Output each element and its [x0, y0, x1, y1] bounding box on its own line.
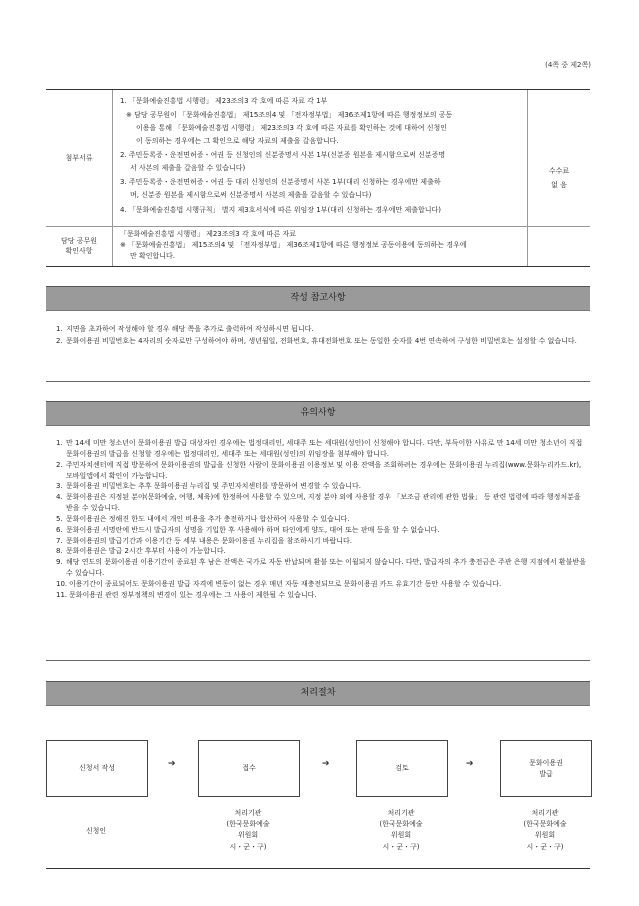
- caution-item-number: 8.: [56, 547, 63, 556]
- process-step-issuance: [500, 740, 592, 797]
- reference-item-number: 2.: [56, 337, 63, 346]
- caution-item-text: 해당 연도의 문화이용권 이용기간이 종료된 후 남은 잔액은 국가로 자동 반납되며 환불 또는 이월되지 않습니다. 다만, 발급자의 추가 충전금은 주관 은행 지점에서 환불받을 수 있습니다.: [66, 558, 586, 578]
- official-check-label-line1: 담당 공무원: [60, 236, 98, 245]
- fee-value: 없 음: [551, 181, 567, 189]
- caution-item-number: 4.: [56, 493, 63, 502]
- process-step-label: 접수: [242, 764, 256, 773]
- official-check-label: [46, 226, 113, 266]
- agency-line: (한국문화예술: [379, 820, 423, 829]
- caution-item-text: 문화이용권은 지정된 분야(문화예술, 여행, 체육)에 한정하여 사용할 수 있으며, 지정 분야 외에 사용할 경우 「보조금 관리에 관한 법률」 등 관련 법령에 따라 행정처분을 받을 수 있습니다.: [66, 493, 581, 513]
- process-step-label: 검토: [395, 764, 409, 773]
- attachment-item: 4. 「문화예술진흥법 시행규칙」 별지 제3호서식에 따른 위임장 1부(대리 신청하는 경우에만 제출합니다): [120, 206, 442, 214]
- process-step-label: 신청서 작성: [78, 764, 116, 773]
- agency-line: 시・군・구): [382, 842, 420, 851]
- attachment-item: 2. 주민등록증・운전면허증・여권 등 신청인의 신분증명서 사본 1부(신분증 원본을 제시함으로써 신분증명: [120, 151, 446, 159]
- reference-item-text: 지면을 초과하여 작성해야 할 경우 해당 쪽을 추가로 출력하여 작성하시면 됩니다.: [66, 325, 314, 333]
- caution-item: [56, 546, 588, 557]
- caution-item: [56, 481, 588, 492]
- caution-item: [56, 514, 588, 525]
- arrow-right-icon: ➔: [322, 759, 330, 769]
- reference-list: [56, 324, 588, 346]
- process-step-application: [46, 740, 148, 797]
- caution-item-number: 2.: [56, 460, 63, 469]
- agency-line: 처리기관: [387, 809, 415, 817]
- attachment-item: 1. 「문화예술진흥법 시행령」 제23조의3 각 호에 따른 자료 각 1부: [120, 97, 328, 105]
- process-header: 처리절차: [46, 681, 590, 706]
- cautions-list: [56, 438, 588, 601]
- attachments-row: [46, 90, 590, 227]
- agency-line: 처리기관: [531, 809, 559, 817]
- caution-item-text: 문화이용권 서명란에 반드시 발급자의 성명을 기입한 후 사용해야 하며 타인에게 양도, 대여 또는 판매 등을 할 수 없습니다.: [66, 525, 440, 534]
- agency-label-issuance: [500, 808, 590, 853]
- bottom-divider: [46, 868, 590, 869]
- caution-item-number: 10.: [56, 579, 68, 588]
- arrow-right-icon: ➔: [466, 759, 474, 769]
- official-check-item: 만 확인합니다.: [130, 252, 176, 260]
- official-check-label-line2: 확인사항: [65, 247, 93, 255]
- caution-item-text: 문화이용권은 정해진 한도 내에서 개인 비용을 추가 충전하거나 합산하여 사용할 수 있습니다.: [66, 514, 350, 523]
- agency-line: 위원회: [534, 831, 556, 840]
- divider: [46, 381, 590, 382]
- arrow-right-icon: ➔: [168, 759, 176, 769]
- caution-item: [56, 557, 588, 579]
- caution-item-number: 9.: [56, 558, 63, 567]
- caution-item-text: 주민자치센터에 직접 방문하여 문화이용권의 발급을 신청한 사람이 문화이용권 이용정보 및 이용 잔액을 조회하려는 경우에는 문화이용권 누리집(www.문화누리카드.kr), 모바일앱에서 확인이 가능합니다.: [66, 460, 582, 480]
- divider: [46, 660, 590, 661]
- attachment-item: 며, 신분증 원본을 제시함으로써 신분증명서 사본의 제출을 갈음할 수 있습니다): [130, 191, 372, 199]
- agency-line: 처리기관: [234, 809, 262, 817]
- agency-line: 위원회: [237, 831, 259, 840]
- applicant-label: 신청인: [85, 827, 107, 835]
- reference-item-number: 1.: [56, 325, 63, 333]
- reference-item: [56, 336, 588, 346]
- caution-item: [56, 438, 588, 460]
- caution-item-text: 문화이용권 비밀번호는 추후 문화이용권 누리집 및 주민자치센터를 방문하여 변경할 수 있습니다.: [66, 482, 361, 491]
- caution-item-text: 만 14세 미만 청소년이 문화이용권 발급 대상자인 경우에는 법정대리인, 세대주 또는 세대원(성인)이 신청해야 합니다. 다만, 부득이한 사유로 만 14세 미만 청소년이 직접 문화이용권의 발급을 신청할 경우에는 법정대리인, 세대주 또는 세대원(성인)의 위임장을 첨부해야 합니다.: [66, 439, 583, 458]
- attachment-item: 3. 주민등록증・운전면허증・여권 등 대리 신청인의 신분증명서 사본 1부(대리 신청하는 경우에만 제출하: [120, 178, 441, 186]
- page-number: (4쪽 중 제2쪽): [545, 61, 591, 69]
- caution-item-number: 11.: [56, 590, 68, 599]
- caution-item-number: 3.: [56, 482, 63, 491]
- caution-item: [56, 579, 588, 590]
- caution-item-text: 이용기간이 종료되어도 문화이용권 발급 자격에 변동이 없는 경우 매년 자동 재충전되므로 문화이용권 카드 유효기간 동안 사용할 수 있습니다.: [69, 579, 502, 588]
- caution-item-text: 문화이용권의 발급기간과 이용기간 등 세부 내용은 문화이용권 누리집을 참조하시기 바랍니다.: [66, 536, 352, 545]
- caution-item: [56, 492, 588, 514]
- caution-item-number: 7.: [56, 536, 63, 545]
- official-check-row: [46, 226, 590, 266]
- caution-item-number: 1.: [56, 439, 63, 447]
- cautions-header: 유의사항: [46, 401, 590, 426]
- fee-label: 수수료: [548, 167, 570, 175]
- agency-line: (한국문화예술: [523, 820, 567, 829]
- caution-item: [56, 590, 588, 601]
- attachments-table: [46, 89, 590, 267]
- attachments-label: 첨부서류: [46, 90, 113, 226]
- caution-item-number: 5.: [56, 514, 63, 523]
- caution-item: [56, 536, 588, 547]
- attachment-item: 서 사본의 제출을 갈음할 수 있습니다): [130, 164, 246, 172]
- caution-item-text: 문화이용권은 발급 2시간 후부터 사용이 가능합니다.: [66, 547, 226, 556]
- caution-item: [56, 460, 588, 482]
- official-check-item: ※ 「문화예술진흥법」 제15조의4 및 「전자정부법」 제36조제1항에 따른 행정정보 공동이용에 동의하는 경우에: [120, 241, 467, 249]
- attachment-item: 이용을 통해 「문화예술진흥법 시행령」 제23조의3 각 호에 따른 자료를 확인하는 것에 대하여 신청인: [136, 124, 448, 132]
- agency-line: 시・군・구): [526, 842, 564, 851]
- reference-item-text: 문화이용권 비밀번호는 4자리의 숫자로만 구성하여야 하며, 생년월일, 전화번호, 휴대전화번호 또는 동일한 숫자를 4번 연속하여 구성한 비밀번호는 설정할 수 없습니다.: [66, 337, 577, 346]
- agency-line: 위원회: [390, 831, 412, 840]
- fee-cell: [528, 90, 590, 266]
- caution-item-number: 6.: [56, 525, 63, 534]
- reference-item: [56, 324, 588, 334]
- attachment-item: 이 동의하는 경우에는 그 확인으로 해당 자료의 제출을 갈음합니다.: [136, 137, 339, 145]
- official-check-list: [112, 226, 528, 266]
- process-step-receipt: [198, 740, 300, 797]
- process-step-label-line2: 발급: [539, 769, 553, 778]
- agency-label-review: [356, 808, 446, 853]
- process-step-review: [356, 740, 448, 797]
- reference-header: 작성 참고사항: [46, 286, 590, 311]
- caution-item-text: 문화이용권 관련 정부정책의 변경이 있는 경우에는 그 사용이 제한될 수 있습니다.: [69, 590, 317, 599]
- agency-line: (한국문화예술: [226, 820, 270, 829]
- agency-label-receipt: [198, 808, 298, 853]
- attachments-list: [112, 90, 528, 226]
- caution-item: [56, 525, 588, 536]
- attachment-item: ※ 담당 공무원이 「문화예술진흥법」 제15조의4 및 「전자정부법」 제36조제1항에 따른 행정정보의 공동: [126, 111, 453, 119]
- process-step-label-line1: 문화이용권: [529, 759, 563, 768]
- agency-line: 시・군・구): [229, 842, 267, 851]
- official-check-item: 「문화예술진흥법 시행령」 제23조의3 각 호에 따른 자료: [120, 230, 296, 238]
